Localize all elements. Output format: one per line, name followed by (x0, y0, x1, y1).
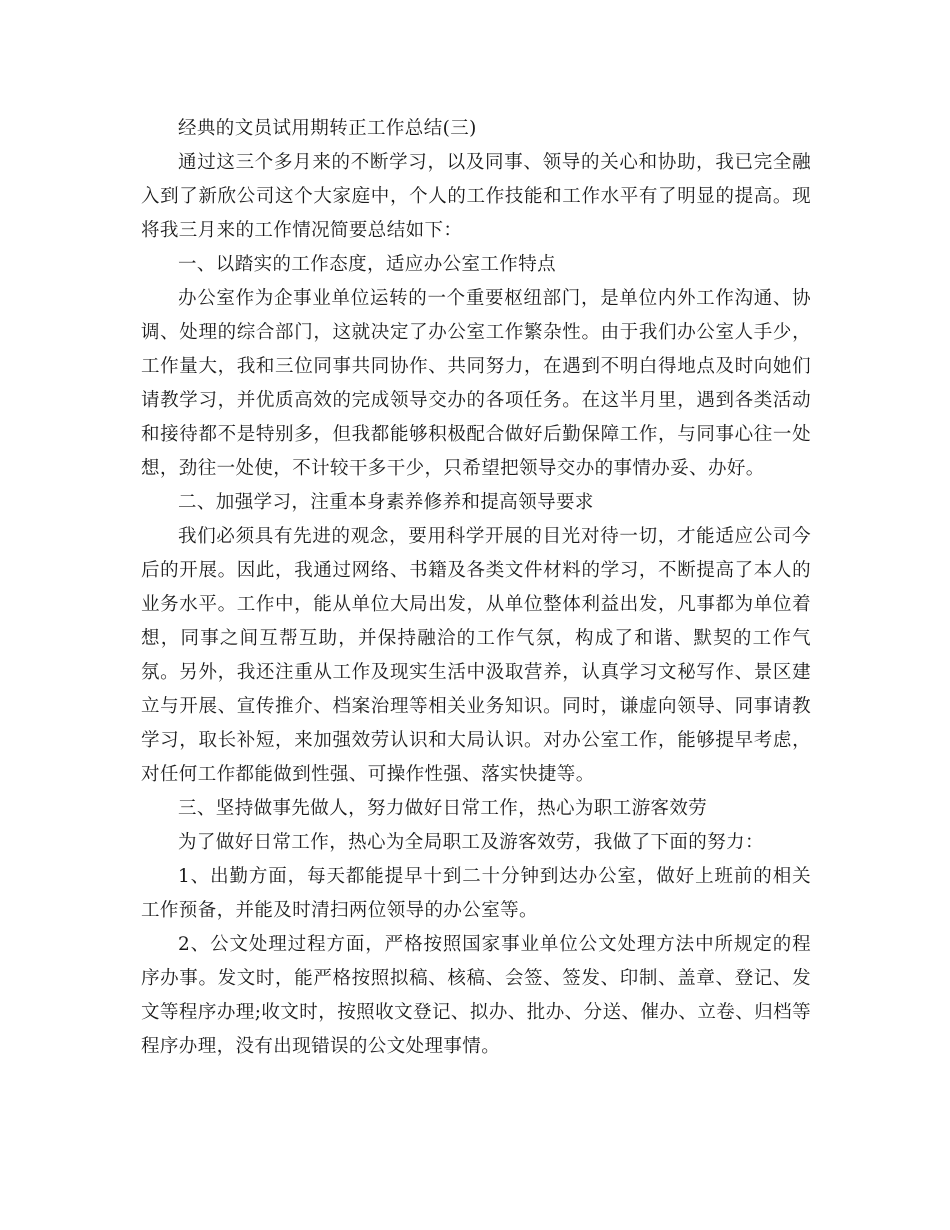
list-item-attendance: 1、出勤方面，每天都能提早十到二十分钟到达办公室，做好上班前的相关工作预备，并能及时清扫两位领导的办公室等。 (141, 866, 811, 921)
section-heading-3: 三、坚持做事先做人，努力做好日常工作，热心为职工游客效劳 (178, 798, 708, 819)
paragraph-section-3-intro: 为了做好日常工作，热心为全局职工及游客效劳，我做了下面的努力： (178, 832, 764, 853)
document-title: 经典的文员试用期转正工作总结(三) (178, 118, 477, 139)
document-body (141, 112, 811, 1064)
paragraph-section-2: 我们必须具有先进的观念，要用科学开展的目光对待一切，才能适应公司今后的开展。因此，我通过网络、书籍及各类文件材料的学习，不断提高了本人的业务水平。工作中，能从单位大局出发，从单位整体利益出发，凡事都为单位着想，同事之间互帮互助，并保持融洽的工作气氛，构成了和谐、默契的工作气氛。另外，我还注重从工作及现实生活中汲取营养，认真学习文秘写作、景区建立与开展、宣传推介、档案治理等相关业务知识。同时，谦虚向领导、同事请教学习，取长补短，来加强效劳认识和大局认识。对办公室工作，能够提早考虑，对任何工作都能做到性强、可操作性强、落实快捷等。 (141, 526, 811, 785)
list-item-document-processing: 2、公文处理过程方面，严格按照国家事业单位公文处理方法中所规定的程序办事。发文时，能严格按照拟稿、核稿、会签、签发、印制、盖章、登记、发文等程序办理;收文时，按照收文登记、拟办、批办、分送、催办、立卷、归档等程序办理，没有出现错误的公文处理事情。 (141, 934, 811, 1057)
paragraph-intro: 通过这三个多月来的不断学习，以及同事、领导的关心和协助，我已完全融入到了新欣公司这个大家庭中，个人的工作技能和工作水平有了明显的提高。现将我三月来的工作情况简要总结如下： (141, 152, 811, 241)
section-heading-2: 二、加强学习，注重本身素养修养和提高领导要求 (178, 492, 594, 513)
paragraph-section-1: 办公室作为企事业单位运转的一个重要枢纽部门，是单位内外工作沟通、协调、处理的综合部门，这就决定了办公室工作繁杂性。由于我们办公室人手少，工作量大，我和三位同事共同协作、共同努力，在遇到不明白得地点及时向她们请教学习，并优质高效的完成领导交办的各项任务。在这半月里，遇到各类活动和接待都不是特别多，但我都能够积极配合做好后勤保障工作，与同事心往一处想，劲往一处使，不计较干多干少，只希望把领导交办的事情办妥、办好。 (141, 288, 811, 479)
section-heading-1: 一、以踏实的工作态度，适应办公室工作特点 (178, 254, 557, 275)
